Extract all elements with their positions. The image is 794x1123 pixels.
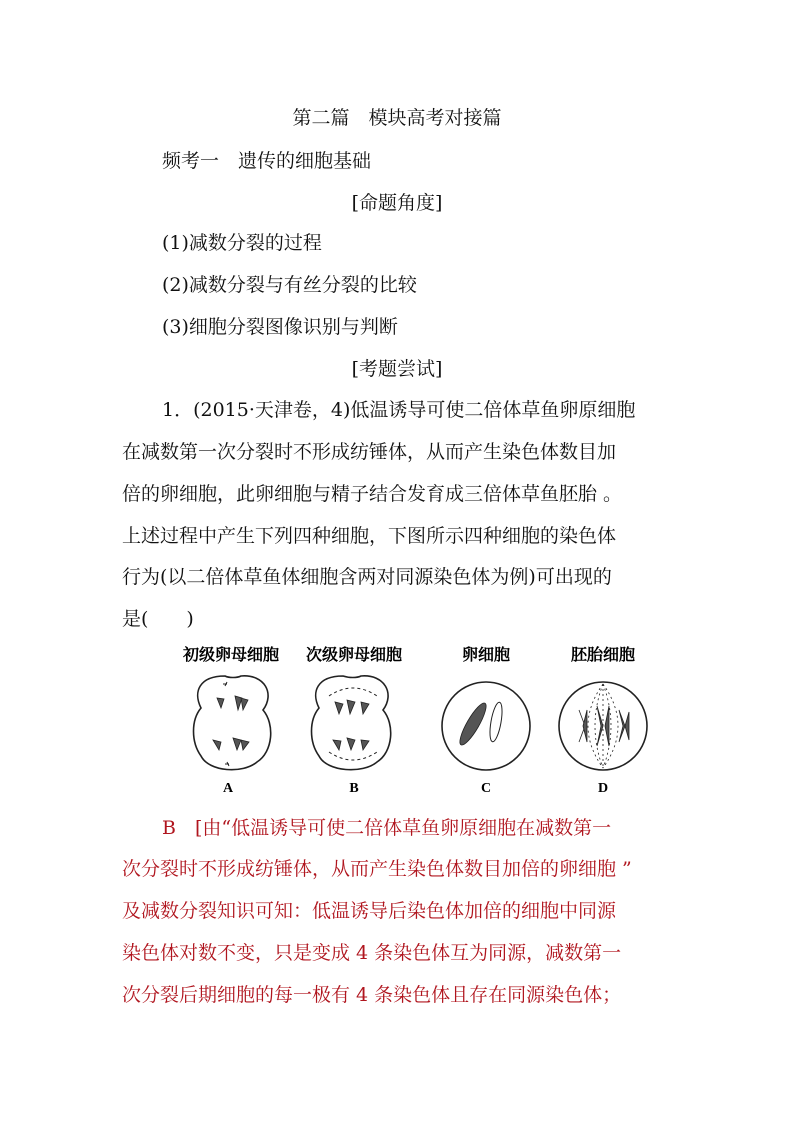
answer-line: 次分裂后期细胞的每一极有 4 条染色体且存在同源染色体； bbox=[122, 984, 622, 1006]
angle-item: (3)细胞分裂图像识别与判断 bbox=[162, 316, 398, 338]
question-line: 在减数第一次分裂时不形成纺锤体，从而产生染色体数目加 bbox=[122, 441, 617, 463]
figure-letter: C bbox=[480, 781, 492, 796]
section-title: 频考一 遗传的细胞基础 bbox=[162, 150, 372, 172]
cell-b bbox=[312, 676, 391, 770]
figure-letter: A bbox=[222, 781, 234, 796]
cell-d bbox=[559, 682, 647, 770]
question-line: 上述过程中产生下列四种细胞，下图所示四种细胞的染色体 bbox=[122, 525, 617, 547]
angle-item: (2)减数分裂与有丝分裂的比较 bbox=[162, 274, 417, 296]
question-line: 行为(以二倍体草鱼体细胞含两对同源染色体为例)可出现的 bbox=[122, 566, 612, 588]
figure-letter: B bbox=[349, 781, 359, 796]
question-line: 倍的卵细胞，此卵细胞与精子结合发育成三倍体草鱼胚胎 。 bbox=[122, 483, 623, 505]
page-title: 第二篇 模块高考对接篇 bbox=[292, 107, 502, 129]
cell-c bbox=[442, 682, 530, 770]
figure-title: 初级卵母细胞 bbox=[183, 645, 280, 664]
figure-title: 胚胎细胞 bbox=[570, 645, 636, 664]
answer-line: 染色体对数不变，只是变成 4 条染色体互为同源，减数第一 bbox=[122, 942, 622, 964]
angle-heading: [命题角度] bbox=[351, 192, 443, 214]
cell-a bbox=[194, 676, 271, 770]
answer-line: 次分裂时不形成纺锤体，从而产生染色体数目加倍的卵细胞 ” bbox=[122, 858, 632, 880]
question-line: 1．(2015·天津卷，4)低温诱导可使二倍体草鱼卵原细胞 bbox=[162, 399, 636, 421]
figure-title: 次级卵母细胞 bbox=[305, 645, 403, 664]
figure-letter: D bbox=[597, 781, 609, 796]
angle-item: (1)减数分裂的过程 bbox=[162, 232, 322, 254]
figure-title: 卵细胞 bbox=[461, 645, 511, 664]
answer-line: 及减数分裂知识可知：低温诱导后染色体加倍的细胞中同源 bbox=[122, 900, 617, 922]
cell-division-figure bbox=[183, 640, 673, 800]
answer-line: B [由“低温诱导可使二倍体草鱼卵原细胞在减数第一 bbox=[162, 817, 612, 839]
question-line: 是( ) bbox=[122, 608, 194, 630]
trial-heading: [考题尝试] bbox=[351, 358, 443, 380]
